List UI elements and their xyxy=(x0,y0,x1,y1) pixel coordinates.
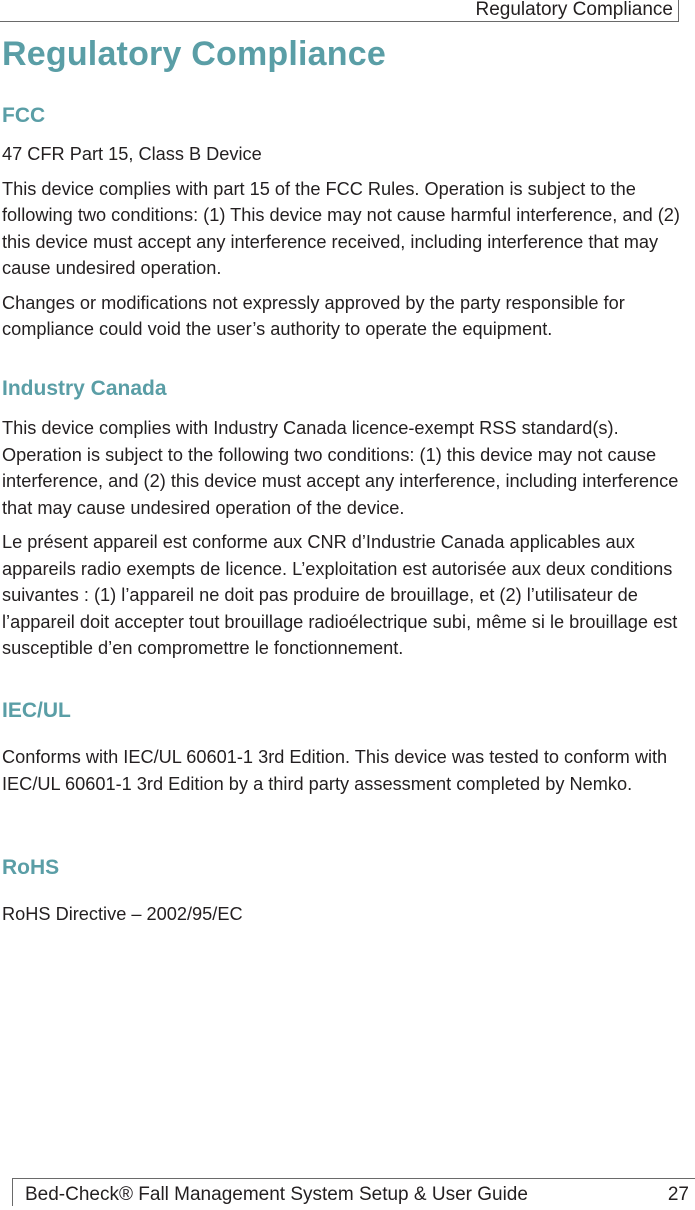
page-title: Regulatory Compliance xyxy=(2,35,386,73)
page-footer xyxy=(0,1178,695,1210)
section-fcc xyxy=(2,103,693,343)
footer-guide-title: Bed-Check® Fall Management System Setup & User Guide xyxy=(25,1184,528,1205)
ic-english-paragraph: This device complies with Industry Canada licence-exempt RSS standard(s). Operation is subject to the following two conditions: (1) this device may not cause interference, and (2) this device must accept any interference, including interference that may cause undesired operation of the device. xyxy=(2,418,679,518)
fcc-modifications-paragraph: Changes or modifications not expressly approved by the party responsible for compliance could void the user’s authority to operate the equipment. xyxy=(2,292,625,339)
section-rohs xyxy=(2,855,693,928)
running-header xyxy=(0,0,695,22)
section-heading-iec-ul: IEC/UL xyxy=(2,699,71,722)
fcc-class-line: 47 CFR Part 15, Class B Device xyxy=(2,144,262,164)
section-heading-fcc: FCC xyxy=(2,104,46,127)
rohs-directive-line: RoHS Directive – 2002/95/EC xyxy=(2,904,243,924)
section-iec-ul xyxy=(2,698,693,797)
footer-rule xyxy=(12,1178,695,1179)
section-heading-rohs: RoHS xyxy=(2,856,60,879)
fcc-compliance-paragraph: This device complies with part 15 of the FCC Rules. Operation is subject to the following two conditions: (1) This device may not cause harmful interference, and (2) this device must accept any interference received, including interference that may cause undesired operation. xyxy=(2,178,680,278)
header-rule xyxy=(0,21,679,22)
iec-ul-paragraph: Conforms with IEC/UL 60601-1 3rd Edition. This device was tested to conform with IEC/UL 60601-1 3rd Edition by a third party assessment completed by Nemko. xyxy=(2,747,668,794)
page-number: 27 xyxy=(667,1184,689,1205)
running-header-title: Regulatory Compliance xyxy=(475,0,673,20)
section-heading-industry-canada: Industry Canada xyxy=(2,377,167,400)
section-industry-canada xyxy=(2,376,693,662)
header-rule-tick xyxy=(678,0,679,22)
ic-french-paragraph: Le présent appareil est conforme aux CNR d’Industrie Canada applicables aux appareils radio exempts de licence. L’exploitation est autorisée aux deux conditions suivantes : (1) l’appareil ne doit pas produire de brouillage, et (2) l’utilisateur de l’appareil doit accepter tout brouillage radioélectrique subi, même si le brouillage est susceptible d’en compromettre le fonctionnement. xyxy=(2,532,678,658)
footer-rule-tick xyxy=(12,1178,13,1206)
